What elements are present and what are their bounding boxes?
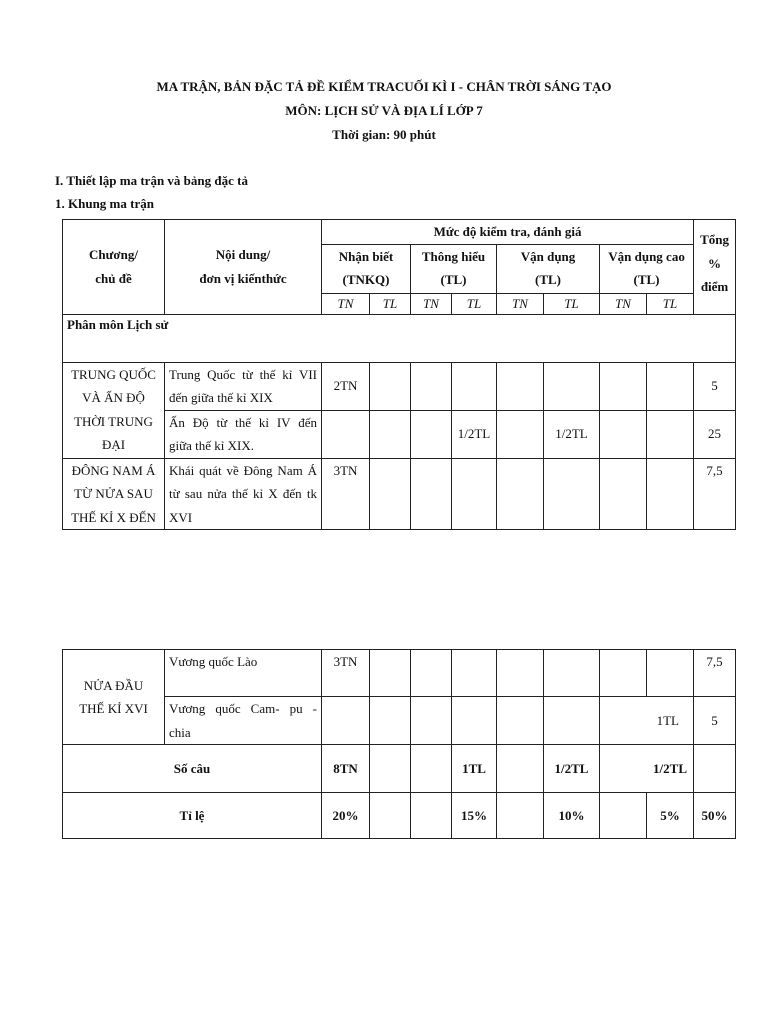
chapter-trung-quoc-an-do: TRUNG QUỐC VÀ ẤN ĐỘ THỜI TRUNG ĐẠI — [63, 362, 165, 458]
so-cau-vdc: 1/2TL — [600, 745, 694, 793]
header-levels: Mức độ kiểm tra, đánh giá — [322, 220, 694, 245]
ti-le-th: 15% — [452, 793, 497, 839]
sub-tn: TN — [497, 293, 544, 314]
so-cau-vd: 1/2TL — [544, 745, 600, 793]
cell-total: 5 — [694, 362, 736, 410]
so-cau-label: Số câu — [63, 745, 322, 793]
sub-tl: TL — [452, 293, 497, 314]
cell-nb-tn: 2TN — [322, 362, 370, 410]
cell-total: 5 — [694, 697, 736, 745]
sub-tn: TN — [322, 293, 370, 314]
matrix-table — [62, 219, 736, 530]
header-total: Tổng % điểm — [694, 220, 736, 315]
doc-duration: Thời gian: 90 phút — [332, 127, 436, 142]
ti-le-total: 50% — [694, 793, 736, 839]
content-campuchia: Vương quốc Cam- pu - chia — [165, 697, 322, 745]
ti-le-label: Tỉ lệ — [63, 793, 322, 839]
doc-subject: MÔN: LỊCH SỬ VÀ ĐỊA LÍ LỚP 7 — [285, 103, 483, 118]
header-chapter: Chương/ chủ đề — [63, 220, 165, 315]
cell-total: 7,5 — [694, 458, 736, 530]
content-dong-nam-a: Khái quát về Đông Nam Á từ sau nửa thế kỉ X đến tk XVI — [165, 458, 322, 530]
section-heading: I. Thiết lập ma trận và bảng đặc tả — [55, 173, 248, 188]
cell-total: 7,5 — [694, 650, 736, 697]
sub-tn: TN — [600, 293, 647, 314]
content-trung-quoc: Trung Quốc từ thế kỉ VII đến giữa thế kỉ XIX — [165, 362, 322, 410]
cell-vd-tl: 1/2TL — [544, 410, 600, 458]
sub-tl: TL — [647, 293, 694, 314]
sub-tn: TN — [411, 293, 452, 314]
cell-total: 25 — [694, 410, 736, 458]
level-thong-hieu: Thông hiểu (TL) — [411, 244, 497, 293]
level-van-dung: Vận dụng (TL) — [497, 244, 600, 293]
chapter-nua-dau-the-ki-xvi: NỬA ĐẦU THẾ KỈ XVI — [63, 650, 165, 745]
chapter-dong-nam-a: ĐÔNG NAM Á TỪ NỬA SAU THẾ KỈ X ĐẾN — [63, 458, 165, 530]
content-an-do: Ấn Độ từ thế kỉ IV đến giữa thế kỉ XIX. — [165, 410, 322, 458]
so-cau-th: 1TL — [452, 745, 497, 793]
so-cau-nb: 8TN — [322, 745, 370, 793]
content-lao: Vương quốc Lào — [165, 650, 322, 697]
subject-label: Phân môn Lịch sử — [63, 314, 736, 362]
subsection-heading: 1. Khung ma trận — [55, 196, 154, 211]
cell-nb-tn: 3TN — [322, 458, 370, 530]
cell-nb-tn: 3TN — [322, 650, 370, 697]
sub-tl: TL — [544, 293, 600, 314]
level-van-dung-cao: Vận dụng cao (TL) — [600, 244, 694, 293]
cell-th-tl: 1/2TL — [452, 410, 497, 458]
level-nhan-biet: Nhận biết (TNKQ) — [322, 244, 411, 293]
ti-le-vd: 10% — [544, 793, 600, 839]
header-content: Nội dung/ đơn vị kiếnthức — [165, 220, 322, 315]
cell-vdc-tl: 1TL — [600, 697, 694, 745]
ti-le-nb: 20% — [322, 793, 370, 839]
sub-tl: TL — [370, 293, 411, 314]
matrix-table-continued — [62, 649, 736, 839]
ti-le-vdc: 5% — [647, 793, 694, 839]
doc-title: MA TRẬN, BẢN ĐẶC TẢ ĐỀ KIỂM TRACUỐI KÌ I - CHÂN TRỜI SÁNG TẠO — [156, 79, 612, 94]
